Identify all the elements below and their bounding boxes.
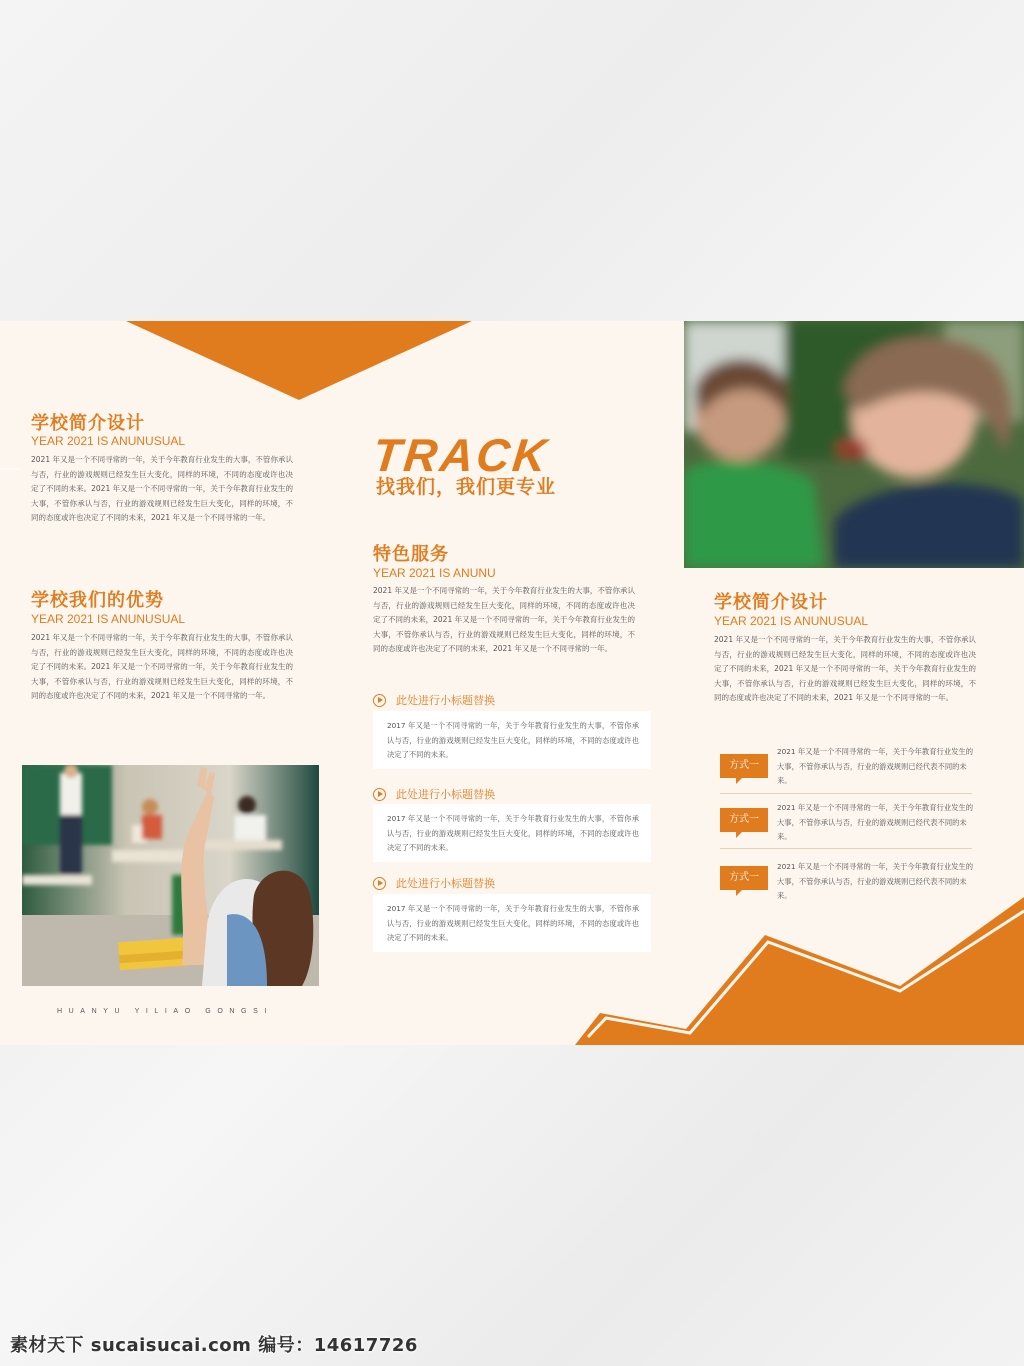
left-section2-text: 2021 年又是一个不同寻常的一年，关于今年教育行业发生的大事，不管你承认与否，行业的游戏规则已经发生巨大变化，同样的环境，不同的态度或许也决定了不同的未来。2021 年又是一个不同寻常的一年，关于今年教育行业发生的大事，不管你承认与否，行业的游戏规则已经发生巨大变化，同样的环境，不同的态度或许也决定了不同的未来，2021 年又是一个不同寻常的一年。 <box>31 633 293 700</box>
track-heading: TRACK <box>370 429 552 481</box>
left-section2-title: 学校我们的优势 <box>31 590 164 611</box>
method-text-3: 2021 年又是一个不同寻常的一年，关于今年教育行业发生的大事，不管你承认与否，行业的游戏规则已经代表不同的未来。 <box>777 862 974 900</box>
method-badge-1: 方式一 <box>720 754 768 778</box>
sub-item-title-text: 此处进行小标题替换 <box>396 788 495 801</box>
method-text-2: 2021 年又是一个不同寻常的一年，关于今年教育行业发生的大事，不管你承认与否，行业的游戏规则已经代表不同的未来。 <box>777 803 974 841</box>
method-text-1: 2021 年又是一个不同寻常的一年，关于今年教育行业发生的大事，不管你承认与否，行业的游戏规则已经代表不同的未来。 <box>777 747 974 785</box>
left-section1-title: 学校简介设计 <box>31 413 145 434</box>
slogan: 找我们，我们更专业 <box>376 476 557 498</box>
watermark: 素材天下 sucaisucai.com 编号：14617726 <box>10 1335 418 1356</box>
sub-item-text: 2017 年又是一个不同寻常的一年，关于今年教育行业发生的大事，不管你承认与否，行业的游戏规则已经发生巨大变化，同样的环境，不同的态度或许也决定了不同的未来。 <box>387 721 639 759</box>
right-title: 学校简介设计 <box>714 592 828 613</box>
sub-item-text: 2017 年又是一个不同寻常的一年，关于今年教育行业发生的大事，不管你承认与否，行业的游戏规则已经发生巨大变化，同样的环境，不同的态度或许也决定了不同的未来。 <box>387 904 639 942</box>
left-section1-text: 2021 年又是一个不同寻常的一年，关于今年教育行业发生的大事，不管你承认与否，行业的游戏规则已经发生巨大变化，同样的环境，不同的态度或许也决定了不同的未来。2021 年又是一个不同寻常的一年，关于今年教育行业发生的大事，不管你承认与否，行业的游戏规则已经发生巨大变化，同样的环境，不同的态度或许也决定了不同的未来，2021 年又是一个不同寻常的一年。 <box>31 455 293 522</box>
left-section1-subtitle: YEAR 2021 IS ANUNUSUAL <box>31 434 186 448</box>
left-section2-subtitle: YEAR 2021 IS ANUNUSUAL <box>31 612 186 626</box>
service-title: 特色服务 <box>373 544 449 565</box>
right-text: 2021 年又是一个不同寻常的一年，关于今年教育行业发生的大事，不管你承认与否，行业的游戏规则已经发生巨大变化，同样的环境，不同的态度或许也决定了不同的未来，2021 年又是一个不同寻常的一年，关于今年教育行业发生的大事，不管你承认与否，行业的游戏规则已经发生巨大变化，同样的环境，不同的态度或许也决定了不同的未来，2021 年又是一个不同寻常的一年。 <box>714 635 976 702</box>
zigzag-arrow-shape <box>0 321 1024 1045</box>
method-badge-2: 方式一 <box>720 808 768 832</box>
brochure <box>0 321 1024 1045</box>
service-subtitle: YEAR 2021 IS ANUNU <box>373 566 496 580</box>
company-footer: HUANYU YILIAO GONGSI <box>57 1008 273 1015</box>
sub-item-text: 2017 年又是一个不同寻常的一年，关于今年教育行业发生的大事，不管你承认与否，行业的游戏规则已经发生巨大变化，同样的环境，不同的态度或许也决定了不同的未来。 <box>387 814 639 852</box>
right-subtitle: YEAR 2021 IS ANUNUSUAL <box>714 614 869 628</box>
sub-item-title-text: 此处进行小标题替换 <box>396 694 495 707</box>
service-text: 2021 年又是一个不同寻常的一年，关于今年教育行业发生的大事，不管你承认与否，行业的游戏规则已经发生巨大变化，同样的环境，不同的态度或许也决定了不同的未来，2021 年又是一个不同寻常的一年，关于今年教育行业发生的大事，不管你承认与否，行业的游戏规则已经发生巨大变化，同样的环境，不同的态度或许也决定了不同的未来，2021 年又是一个不同寻常的一年。 <box>373 586 635 653</box>
sub-item-title-text: 此处进行小标题替换 <box>396 877 495 890</box>
method-badge-3: 方式一 <box>720 866 768 890</box>
